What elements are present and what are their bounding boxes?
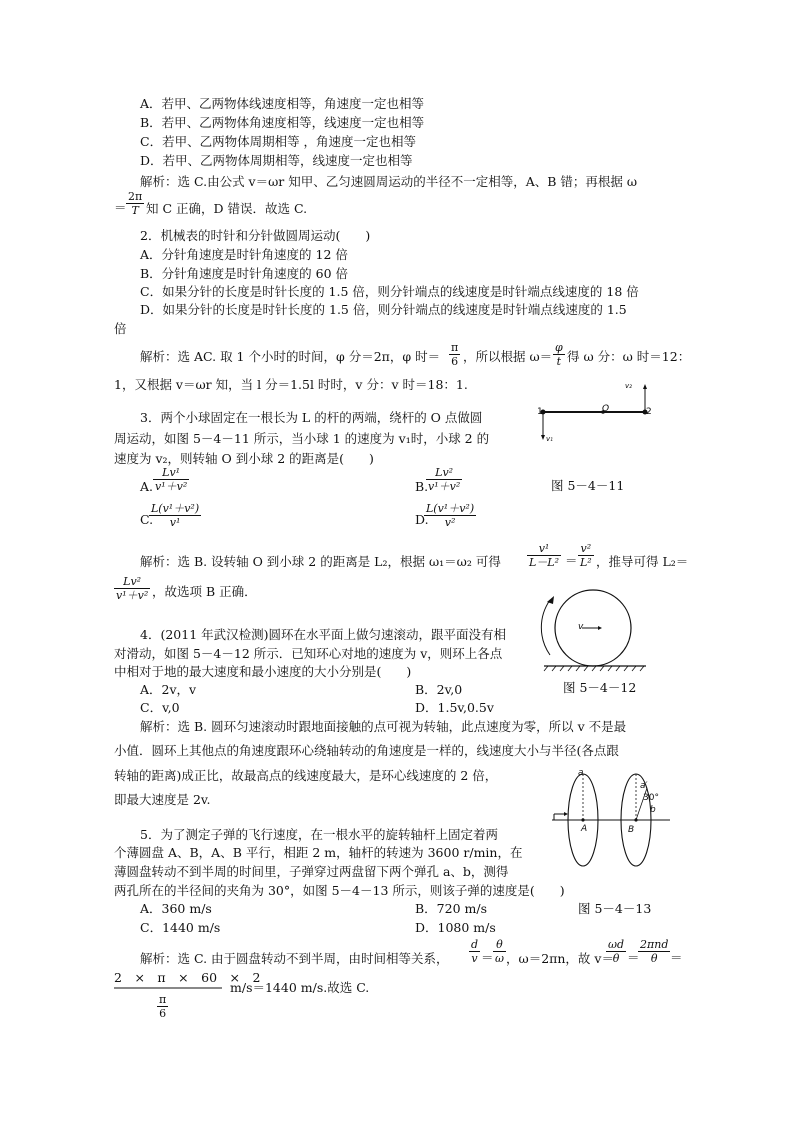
q5-analysis-part1: 解析：选 C. 由于圆盘转动不到半周，由时间相等关系，: [140, 951, 449, 966]
q3-opt-d-den: v²: [444, 516, 456, 529]
q3-opt-a-frac: [153, 466, 189, 493]
q3-analysis-part2: ，推导可得 L₂＝: [596, 554, 689, 569]
q3-stem-line3: 速度为 v₂，则转轴 O 到小球 2 的距离是( ): [114, 451, 374, 466]
q3-opt-a-num: Lv¹: [153, 466, 189, 480]
q3-opt-d-label: D.: [415, 512, 429, 527]
q5-f2-num: θ: [493, 938, 506, 952]
q2-frac1: [449, 341, 460, 368]
q5-analysis-tail: m/s＝1440 m/s.故选 C.: [230, 980, 370, 995]
q1-option-b: B．若甲、乙两物体角速度相等，线速度一定也相等: [140, 115, 425, 130]
q2-analysis-part2: ，所以根据 ω＝: [463, 349, 553, 364]
ring-label-v: v: [578, 622, 584, 632]
q5-f4-den: θ: [650, 952, 658, 965]
q3-opt-b-num: Lv²: [426, 466, 462, 480]
q1-analysis-line1: 解析：选 C.由公式 v＝ωr 知甲、乙匀速圆周运动的半径不一定相等，A、B 错；再根据 ω: [140, 174, 638, 189]
rotation-arrow: [541, 600, 550, 655]
q3-opt-a-label: A.: [140, 479, 154, 494]
q1-analysis-eq: ＝: [114, 200, 127, 215]
q1-option-c: C．若甲、乙两物体周期相等 ，角速度一定也相等: [140, 134, 417, 149]
bullet-arrowhead: [564, 812, 568, 816]
rolling-ring-figure: [540, 610, 650, 670]
q2-option-a: A．分针角速度是时针角速度的 12 倍: [140, 247, 348, 262]
q3-stem-line1: 3．两个小球固定在一根长为 L 的杆的两端，绕杆的 O 点做圆: [140, 410, 483, 425]
q3-opt-d-frac: [424, 502, 476, 529]
q5-option-d: D．1080 m/s: [415, 920, 496, 935]
q3-opt-b-frac: [426, 466, 462, 493]
q2-stem: 2．机械表的时针和分针做圆周运动( ): [140, 228, 371, 243]
disk-label-B: B: [628, 825, 635, 835]
q5-stem-line1: 5．为了测定子弹的飞行速度，在一根水平的旋转轴杆上固定着两: [140, 827, 498, 842]
q3-an-frac1: [527, 542, 561, 569]
q4-stem-line2: 对滑动，如图 5－4－12 所示．已知环心对地的速度为 v，则环上各点: [114, 646, 503, 661]
q5-f4: [638, 938, 670, 965]
q3-opt-b-den: v¹＋v²: [428, 480, 461, 493]
q2-analysis-line2: 1，又根据 v＝ωr 知，当 l 分＝1.5l 时时，v 分：v 时＝18：1.: [114, 377, 468, 392]
q5-f3-num: ωd: [608, 938, 625, 951]
q5-big-denominator: [157, 993, 168, 1020]
q3-an-frac2: [578, 542, 594, 569]
q5-option-a: A．360 m/s: [140, 901, 212, 916]
q2-option-c: C．如果分针的长度是时针长度的 1.5 倍，则分针端点的线速度是时针端点线速度的 18 倍: [140, 284, 639, 299]
q4-analysis-line1: 解析：选 B. 圆环匀速滚动时跟地面接触的点可视为转轴，此点速度为零，所以 v 不是最: [140, 719, 627, 734]
q2-option-d: D．如果分针的长度是时针长度的 1.5 倍，则分针端点的线速度是时针端点线速度的 1.5: [140, 302, 627, 317]
q4-option-c: C．v,0: [140, 700, 180, 715]
q4-analysis-line2: 小值．圆环上其他点的角速度跟环心绕轴转动的角速度是一样的，线速度大小与半径(各点跟: [114, 743, 619, 758]
q2-frac1-den: 6: [451, 355, 459, 368]
q4-stem-line1: 4．(2011 年武汉检测)圆环在水平面上做匀速滚动，跟平面没有相: [140, 627, 506, 642]
disk-label-a-prime: a′: [640, 781, 648, 791]
q3-an-frac3-num: Lv²: [114, 575, 150, 589]
rod-label-1: 1: [537, 407, 543, 417]
q3-an-frac1-num: v¹: [527, 542, 561, 556]
q5-big-den-num: π: [159, 993, 167, 1006]
disk-label-b: b: [650, 805, 656, 815]
q3-opt-c-num: L(v¹＋v²): [151, 502, 200, 515]
q3-opt-c-den: v¹: [169, 516, 181, 529]
rod-label-o: O: [602, 404, 610, 414]
v1-arrowhead: [541, 435, 545, 440]
rod-label-2: 2: [646, 407, 652, 417]
q2-frac1-num: π: [451, 341, 459, 354]
q1-option-d: D．若甲、乙两物体周期相等，线速度一定也相等: [140, 153, 413, 168]
q3-opt-b-label: B.: [415, 479, 429, 494]
q3-an-frac2-num: v²: [578, 542, 594, 556]
q3-an-frac1-den: L－L²: [529, 556, 560, 569]
v2-arrowhead: [643, 384, 647, 389]
q2-analysis-part1: 解析：选 AC. 取 1 个小时的时间，φ 分＝2π，φ 时＝: [140, 349, 441, 364]
disk-label-angle: 30°: [643, 793, 659, 803]
q3-opt-d-num: L(v¹＋v²): [426, 502, 475, 515]
q2-frac2: [553, 341, 565, 368]
q1-analysis-line2: 知 C 正确，D 错误．故选 C.: [146, 201, 308, 216]
v-arrowhead: [598, 626, 602, 630]
q1-frac-num: 2π: [128, 190, 143, 203]
q5-eq2: ＝: [627, 950, 640, 965]
q3-opt-c-label: C.: [140, 512, 154, 527]
q2-frac2-den: t: [556, 355, 562, 368]
q5-f1-den: v: [471, 952, 478, 965]
q3-analysis-part1: 解析：选 B. 设转轴 O 到小球 2 的距离是 L₂，根据 ω₁＝ω₂ 可得: [140, 554, 501, 569]
q4-analysis-line3: 转轴的距离)成正比，故最高点的线速度最大，是环心线速度的 2 倍，: [114, 768, 498, 783]
q5-eq1: ＝: [481, 950, 494, 965]
q5-stem-line3: 薄圆盘转动不到半周的时间里，子弹穿过两盘留下两个弹孔 a、b，测得: [114, 864, 509, 879]
q4-option-d: D．1.5v,0.5v: [415, 700, 494, 715]
q5-eq3: ＝: [670, 950, 683, 965]
q4-stem-line3: 中相对于地的最大速度和最小速度的大小分别是( ): [114, 664, 412, 679]
q3-opt-a-den: v¹＋v²: [155, 480, 188, 493]
q5-f1-num: d: [471, 938, 479, 951]
q5-f4-num: 2πnd: [640, 938, 669, 951]
q1-option-a: A．若甲、乙两物体线速度相等，角速度一定也相等: [140, 96, 425, 111]
q5-f2: [493, 938, 506, 965]
q3-an-frac3-den: v¹＋v²: [116, 589, 149, 602]
q5-f3: [606, 938, 626, 965]
q4-option-b: B．2v,0: [415, 682, 463, 697]
q4-option-a: A．2v，v: [140, 682, 197, 697]
q1-fraction: [126, 190, 144, 217]
q5-stem-line4: 两孔所在的半径间的夹角为 30°，如图 5－4－13 所示，则该子弹的速度是( ): [114, 883, 565, 898]
ground-hatching: [544, 666, 644, 671]
disk-b-center: [634, 818, 637, 821]
q3-analysis-line2: ，故选项 B 正确．: [152, 584, 257, 599]
q3-an-frac2-den: L²: [580, 556, 592, 569]
q5-option-c: C．1440 m/s: [140, 920, 221, 935]
q5-big-den-den: 6: [159, 1007, 167, 1020]
q5-f2-den: ω: [495, 952, 504, 965]
q3-stem-line2: 周运动，如图 5－4－11 所示，当小球 1 的速度为 v₁时，小球 2 的: [114, 431, 490, 446]
q5-fig-caption: 图 5－4－13: [578, 901, 652, 916]
q5-big-fraction-bar: [114, 987, 224, 989]
disk-label-A: A: [581, 824, 588, 834]
q2-option-b: B．分针角速度是时针角速度的 60 倍: [140, 266, 349, 281]
q2-frac2-num: φ: [555, 341, 563, 354]
q2-analysis-part3: 得 ω 分：ω 时＝12：: [567, 349, 691, 364]
q5-option-b: B．720 m/s: [415, 901, 487, 916]
q3-an-frac3: [114, 575, 150, 602]
rod-label-v2: v₂: [625, 382, 632, 390]
q1-frac-den: T: [131, 204, 139, 217]
q3-an-eq: ＝: [565, 553, 578, 568]
q4-analysis-line4: 即最大速度是 2v.: [114, 792, 211, 807]
q5-stem-line2: 个薄圆盘 A、B，A、B 平行，相距 2 m，轴杆的转速为 3600 r/min，在: [114, 845, 523, 860]
disk-label-a: a: [578, 768, 584, 778]
q5-f3-den: θ: [612, 952, 620, 965]
q5-big-numerator: 2 × π × 60 × 2: [114, 970, 261, 985]
rod-label-v1: v₁: [546, 435, 553, 443]
q4-fig-caption: 图 5－4－12: [563, 680, 637, 695]
q2-option-d-cont: 倍: [114, 321, 127, 336]
q5-f1: [469, 938, 480, 965]
q3-opt-c-frac: [149, 502, 201, 529]
rod-figure: [535, 378, 655, 448]
q3-fig-caption: 图 5－4－11: [551, 478, 625, 493]
q5-analysis-part2: ，ω＝2πn，故 v＝: [506, 951, 614, 966]
